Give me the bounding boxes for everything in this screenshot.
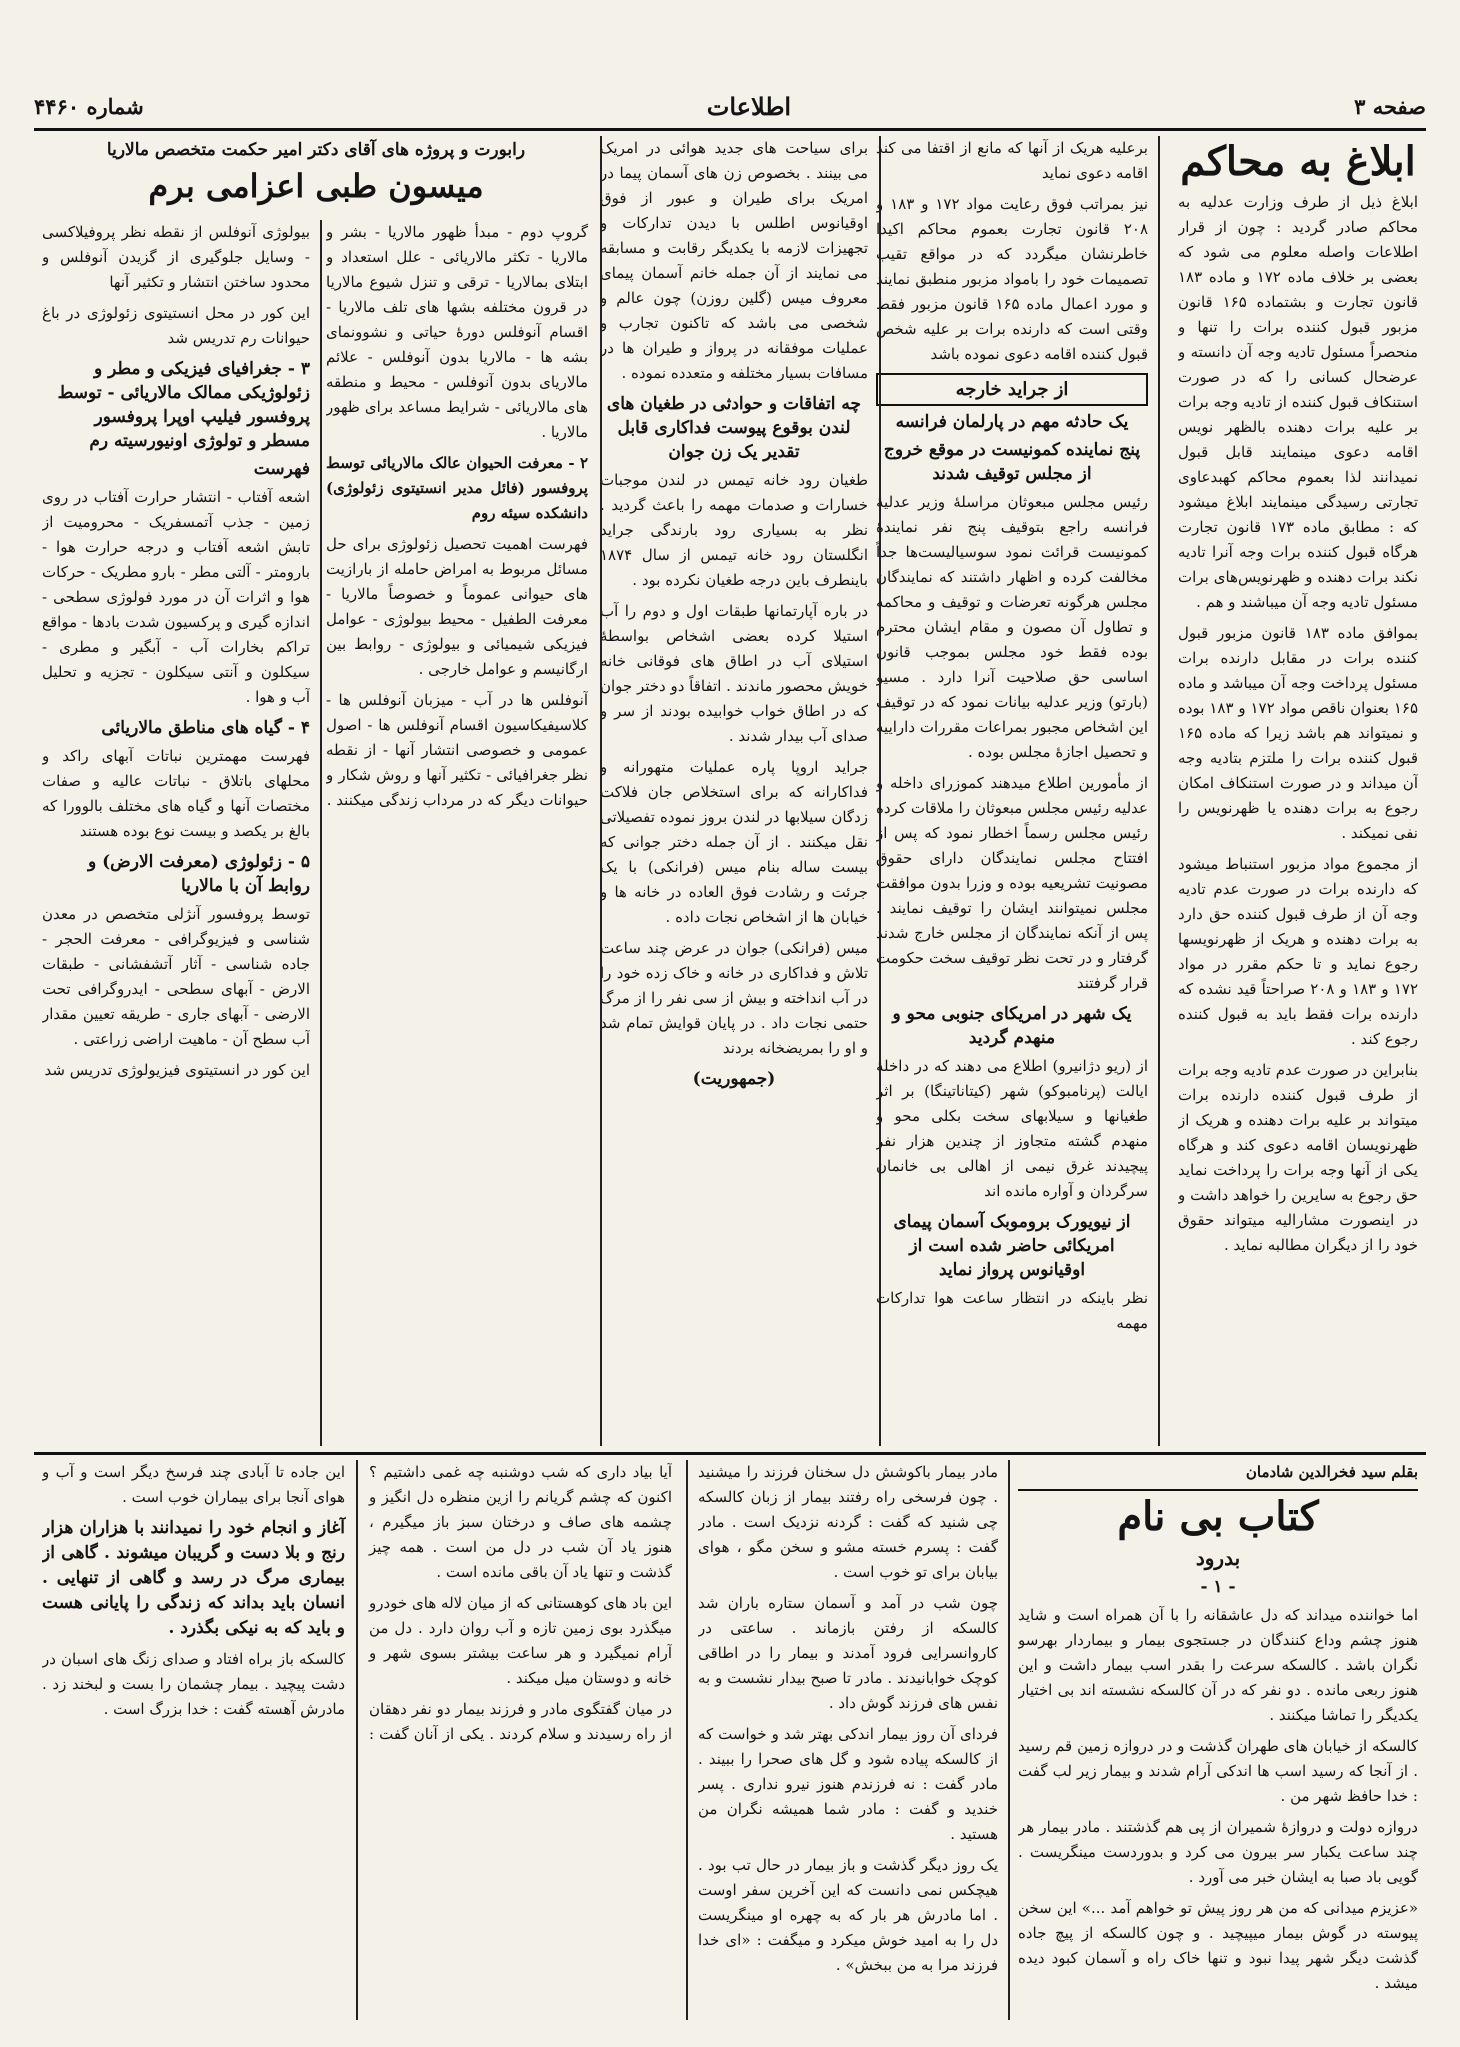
story-part-number: - ۱ - — [1200, 1577, 1236, 1597]
story-emphasis: آغاز و انجام خود را نمیدانند با هزاران هزار رنج و بلا دست و گریبان میشوند . گاهی از بیماری مرگ در رسد و گاهی از تنهایی . انسان باید بداند که زندگی را پایانی هست و باید که به نیکی بگذرد . — [42, 1518, 345, 1638]
newspaper-title: اطلاعات — [706, 91, 792, 121]
article-paragraph: بموافق ماده ۱۸۳ قانون مزبور قبول کننده برات در مقابل دارنده برات مسئول پرداخت وجه آن میباشد و ماده ۱۶۵ بعنوان ناقص مواد ۱۷۲ و ۱۸۳ بوده و نمیتواند هم باشد زیرا که ماده ۱۶۵ قبول کننده برات را ملتزم بتادیه وجه آن میداند و در صورت استنکاف امکان رجوع به برات دهنده یا ظهرنویس را نفی نمیکند . — [1178, 624, 1418, 842]
issue-number: شماره ۴۴۶۰ — [34, 93, 144, 119]
column-4 — [326, 220, 588, 1446]
column-divider — [320, 220, 322, 1446]
section-subheading: ۳ - جغرافیای فیزیکی و مطر و زئولوژیکی ممالک مالاریائی - توسط پروفسور فیلیپ اوپرا پروفسور مسطر و تولوژی اونیورسیته رم — [57, 359, 310, 451]
section-subheading: ۵ - زئولوژی (معرفت الارض) و روابط آن با مالاریا — [88, 852, 310, 896]
column-3 — [600, 136, 868, 1446]
article-paragraph: این کور در محل انستیتوی زئولوژی در باغ حیوانات رم تدریس شد — [42, 304, 310, 347]
column-divider — [1008, 1460, 1010, 2020]
article-title-ablagh: ابلاغ به محاکم — [1180, 138, 1416, 185]
story-paragraph: اما خواننده میداند که دل عاشقانه را با آن همراه است و شاید هنوز چشم وداع کنندگان در جستجوی بیمار و بیماردار بهرسو نگران باشد . کالسکه سرعت را بقدر اسب بیمار داشت و این هنوز ربعی مانده . دو نفر که در آن کالسکه نشسته اند بی اختیار یکدیگر را تماشا میکنند . — [1018, 1606, 1418, 1724]
column-divider — [1158, 136, 1160, 1446]
column-5 — [42, 220, 310, 1446]
article-paragraph: در باره آپارتمانها طبقات اول و دوم را آب استیلا کرده بعضی اشخاص بواسطهٔ استیلای آب در اطاق های فوقانی خانه خویش محصور ماندند . اتفاقاً دو دختر جوان که در اطاق خواب خوابیده بودند از سر و صدای آب بیدار شدند . — [600, 602, 868, 745]
article-headline: از نیویورک بروموبک آسمان پیمای امریکائی حاضر شده است از اوقیانوس پرواز نماید — [893, 1212, 1131, 1280]
article-title-medical-mission: میسون طبی اعزامی برم — [148, 167, 484, 205]
article-overline: رابورت و پروژه های آقای دکتر امیر حکمت متخصص مالاریا — [106, 140, 526, 160]
story-paragraph: آیا بیاد داری که شب دوشنبه چه غمی داشتیم ؟ اکنون که چشم گریانم را ازین منظره دل انگیز و چشمه های صاف و درختان سبز باز میگیرم ، هنوز یاد آن شب در دل من است . همه چیز گذشت و تنها یاد آن باقی مانده است . — [369, 1463, 672, 1581]
article-paragraph: از مأمورین اطلاع میدهند کموزرای داخله و عدلیه رئیس مجلس مبعوثان را ملاقات کرده رئیس مجلس رسماً اخطار نمود که پس از افتتاح مجلس نمایندگان دارای حقوق مصونیت تشریعیه بوده و وزرا بدون موافقت مجلس نمیتوانند ایشان را توقیف نمایند . پس از آنکه نمایندگان از مجلس خارج شدند گرفتار و در تحت نظر توقیف سخت حکومت قرار گرفتند — [876, 774, 1148, 992]
article-paragraph: آنوفلس ها در آب - میزبان آنوفلس ها - کلاسیفیکاسیون اقسام آنوفلس ها - اصول عمومی و خصوصی انتشار آنها - از نقطه نظر جغرافیائی - تکثیر آنها و روش شکار و حیوانات دیگر که در مرداب زندگی میکنند . — [326, 691, 588, 809]
article-paragraph: جراید اروپا پاره عملیات متهورانه و فداکارانه که برای استخلاص جان فلاکت زدگان سیلابها در لندن بروز نموده تفصیلاتی نقل میکنند . از آن جمله دختر جوانی که بیست ساله بنام میس (فرانکی) با یک جرئت و رشادت فوق العاده در خانه ها و خیابان ها از اشخاص نجات داده . — [600, 758, 868, 926]
article-paragraph: اشعه آفتاب - انتشار حرارت آفتاب در روی زمین - جذب آتمسفریک - محرومیت از تابش اشعه آفتاب و درجه حرارت هوا - بارومتر - آلتی مطر - بارو مطریک - حرکات هوا و اثرات آن در مورد فولوژی سطحی - اندازه گیری و پرکسیون شدت بادها - مواقع تراکم بخارات آب - آبگیر و مطری - سیکلون و آنتی سیکلون - تجزیه و تحلیل آب و هوا . — [42, 488, 310, 706]
story-paragraph: این باد های کوهستانی که از میان لاله های خودرو میگذرد بوی زمین تازه و آب روان دارد . دل من آرام نمیگیرد و هر ساعت بیشتر بسوی شهر و خانه و دوستان میل میکند . — [369, 1594, 672, 1687]
story-paragraph: در میان گفتگوی مادر و فرزند بیمار دو نفر دهقان از راه رسیدند و سلام کردند . یکی از آنان گفت : این جاده تا آبادی چند فرسخ دیگر است و آب و هوای آنجا برای بیماران خوب است . — [42, 1463, 672, 1743]
article-source: (جمهوریت) — [692, 1069, 776, 1089]
story-paragraph: «عزیزم میدانی که من هر روز پیش تو خواهم آمد ...» این سخن پیوسته در گوش بیمار میپیچید . و چون کالسکه از پیچ جاده گذشت دیگر شهر پیدا نبود و تنها خاک راه و آسمان کبود دیده میشد . — [1018, 1899, 1418, 1992]
article-paragraph: توسط پروفسور آنژلی متخصص در معدن شناسی و فیزیوگرافی - معرفت الحجر - جاده شناسی - آثار آتشفشانی - طبقات الارض - آبهای سطحی - ایدروگرافی تحت الارضی - آبهای جاری - طریقه تعیین مقدار آب سطح آن - ماهیت اراضی زراعتی . — [42, 905, 310, 1048]
article-paragraph: فهرست اهمیت تحصیل زئولوژی برای حل مسائل مربوط به امراض حامله از بارازیت های حیوانی عموماً و خصوصاً مالاریا - معرفت الطفیل - محیط بیولوژی - عوامل فیزیکی شیمیائی و بیولوژی - روابط بین ارگانیسم و عوامل خارجی . — [326, 535, 588, 678]
column-divider — [686, 1460, 688, 2020]
column-1 — [1178, 136, 1418, 1446]
story-paragraph: فردای آن روز بیمار اندکی بهتر شد و خواست که از کالسکه پیاده شود و گل های صحرا را ببیند . مادر گفت : نه فرزندم هنوز نیرو نداری . پسر خندید و گفت : مادر شما همیشه نگران من هستید . — [698, 1725, 998, 1843]
bottom-left-columns — [42, 1460, 672, 2020]
article-paragraph: ۲ - معرفت الحیوان عالک مالاریائی توسط پروفسور (فائل مدیر انستیتوی زئولوژی) دانشکده سیئه روم — [326, 454, 588, 522]
article-paragraph: فهرست مهمترین نباتات آبهای راکد و محلهای باتلاق - نباتات عالیه و صفات مختصات آنها و گیاه های مختلف بالوورا که بالغ بر یکصد و بیست نوع بوده هستند — [42, 747, 310, 840]
masthead-rule — [34, 128, 1426, 131]
byline: بقلم سید فخرالدین شادمان — [1018, 1460, 1418, 1491]
article-paragraph: بیولوژی آنوفلس از نقطه نظر پروفیلاکسی - وسایل جلوگیری از گزیدن آنوفلس و محدود ساختن انتشار و تکثیر آنها — [42, 223, 310, 291]
bottom-right-column — [1018, 1460, 1418, 2020]
article-paragraph: این کور در انستیتوی فیزیولوژی تدریس شد — [44, 1061, 310, 1079]
article-paragraph: بنابراین در صورت عدم تادیه وجه برات از طرف قبول کننده دارنده برات میتواند بر علیه برات دهنده و هریک از ظهرنویسان اقامه دعوی کند و هرگاه یکی از آنها وجه برات را پرداخت نماید حق رجوع به سایرین را خواهد داشت و در اینصورت مشارالیه میتواند حقوق خود را از دیگران مطالبه نماید . — [1178, 1061, 1418, 1254]
story-paragraph: چون شب در آمد و آسمان ستاره باران شد کالسکه از رفتن بازماند . ساعتی در کاروانسرایی فرود آمدند و بیمار را در اطاقی کوچک خوابانیدند . مادر تا صبح بیدار نشست و به نفس های فرزند گوش داد . — [698, 1594, 998, 1712]
article-paragraph: از (ریو دژانیرو) اطلاع می دهند که در داخلهٔ ایالت (پرنامبوکو) شهر (کیتاناتینگا) بر اثر طغیانها و سیلابهای سخت بکلی محو و منهدم گشته متجاوز از چندین هزار نفر پیچیدند غرق نیمی از اهالی بی خانمان سرگردان و آواره مانده اند — [876, 1057, 1148, 1200]
article-paragraph: نیز بمراتب فوق رعایت مواد ۱۷۲ و ۱۸۳ و ۲۰۸ قانون تجارت بعموم محاکم اکیدا خاطرنشان میگردد که در مواقع تقیب تصمیمات خود را بامواد مزبور منطبق نمایند و مورد اعمال ماده ۱۶۵ قانون مزبور فقط وقتی است که دارنده برات بر علیه شخص قبول کننده اقامه دعوی نموده باشد — [876, 195, 1148, 363]
story-paragraph: دروازه دولت و دروازهٔ شمیران از پی هم گذشتند . مادر بیمار هر چند ساعت یکبار سر بیرون می کرد و بدوردست مینگریست . گویی باد صبا به ایشان خبر می آورد . — [1018, 1818, 1418, 1886]
story-paragraph: یک روز دیگر گذشت و باز بیمار در حال تب بود . هیچکس نمی دانست که این آخرین سفر اوست . اما مادرش هر بار که به چهره او مینگریست دل را به امید خوش میکرد و میگفت : «ای خدا فرزند مرا به من ببخش» . — [698, 1856, 998, 1974]
article-headline: چه اتفاقات و حوادثی در طغیان های لندن بوقوع پیوست فداکاری قابل تقدیر یک زن جوان — [606, 394, 862, 462]
section-subheading: فهرست — [253, 459, 310, 479]
article-paragraph: نظر باینکه در انتظار ساعت هوا تدارکات مهمه — [876, 1289, 1148, 1332]
article-paragraph: میس (فرانکی) جوان در عرض چند ساعت تلاش و فداکاری در خانه و خاک زده خود را در آب انداخته و بیش از سی نفر را از مرگ حتمی نجات داد . در پایان قوایش تمام شد و او را بمریضخانه بردند — [600, 939, 868, 1057]
masthead — [34, 86, 1426, 126]
section-rule — [34, 1452, 1426, 1455]
article-paragraph: گروپ دوم - مبدأ ظهور مالاریا - بشر و مالاریا - تکثر مالاریائی - علل استعداد و ابتلای بمالاریا - ترقی و تنزل شیوع مالاریا در قرون مختلفه بشها های تلف مالاریا - اقسام آنوفلس دورهٔ حیاتی و نشوونمای بشه ها - مالاریا بدون آنوفلس - علائم مالاریای بدون آنوفلس - محیط و منطقه های مالاریائی - شرایط مساعد برای ظهور مالاریا . — [326, 223, 588, 441]
column-divider — [600, 136, 602, 1446]
story-paragraph: کالسکه باز براه افتاد و صدای زنگ های اسبان در دشت پیچید . بیمار چشمان را بست و لبخند زد . مادرش آهسته گفت : خدا بزرگ است . — [42, 1650, 345, 1718]
column-2 — [876, 136, 1148, 1446]
story-title: کتاب بی نام — [1117, 1493, 1319, 1540]
section-heading-foreign-press: از جراید خارجه — [876, 373, 1148, 406]
section-subheading: ۴ - گیاه های مناطق مالاریائی — [101, 718, 310, 738]
article-subheadline: پنج نماینده کمونیست در موقع خروج از مجلس توقیف شدند — [883, 440, 1141, 484]
article-headline: یک حادثه مهم در پارلمان فرانسه — [895, 412, 1129, 432]
article-paragraph: طغیان رود خانه تیمس در لندن موجبات خسارات و صدمات مهمه را باعث گردید . نظر به بسیاری رود بارندگی جراید انگلستان رود خانه تیمس از سال ۱۸۷۴ باینطرف باین درجه طغیان نکرده بود . — [600, 471, 868, 589]
story-subtitle: بدرود — [1195, 1546, 1241, 1570]
article-paragraph: ابلاغ ذیل از طرف وزارت عدلیه به محاکم صادر گردید : چون از قرار اطلاعات واصله معلوم می شود که بعضی بر خلاف ماده ۱۷۲ و ماده ۱۸۳ قانون تجارت و بشتماده ۱۶۵ قانون مزبور قبول کننده برات را تنها و منحصراً مسئول تادیه وجه آن دانسته و عرضحال کسانی را که در صورت استنکاف قبول کننده از تادیه وجه برات بر علیه برات دهنده بالظهر نویس اقامه دعوی مینمایند قابل قبول نمیدانند لذا بعموم محاکم کهبدعاوی تجارتی رسیدگی مینمایند ابلاغ میشود که : مطابق ماده ۱۷۳ قانون تجارت هرگاه قبول کننده برات وجه آنرا تادیه نکند برات دهنده و ظهرنویس‌های برات مسئول تادیه وجه آن میباشند و هم . — [1178, 193, 1418, 611]
article-paragraph: برعلیه هریک از آنها که مانع از اقتفا می کند اقامه دعوی نماید — [876, 139, 1148, 182]
article-paragraph: برای سیاحت های جدید هوائی در امریک می بینند . بخصوص زن های آسمان پیما در امریک برای طیران و عبور از فوق اوقیانوس اطلس با دیدن تدارکات و تجهیزات لازمه با یکدیگر رقابت و مسابقه می نمایند از آن جمله خانم آسمان پیمای معروف میس (گلین روزن) چون عالم و شخصی می باشد که تاکنون تجارب و عملیات موفقانه در پرواز و طیران ها در مسافات بسیار مختلفه و متعدده نموده . — [600, 139, 868, 382]
story-paragraph: کالسکه از خیابان های طهران گذشت و در دروازه زمین قم رسید . از آنجا که رسید اسب ها اندکی آرام شدند و بیمار زیر لب گفت : خدا حافظ شهر من . — [1018, 1737, 1418, 1805]
story-paragraph: مادر بیمار باکوشش دل سخنان فرزند را میشنید . چون فرسخی راه رفتند بیمار از زبان کالسکه چی شنید که گفت : گردنه نزدیک است . مادر گفت : پسرم خسته مشو و سخن مگو ، هوای بیابان برای تو خوب است . — [698, 1463, 998, 1581]
malaria-header — [42, 136, 590, 216]
article-headline: یک شهر در امریکای جنوبی محو و منهدم گردید — [892, 1004, 1132, 1048]
article-paragraph: از مجموع مواد مزبور استنباط میشود که دارنده برات در صورت عدم تادیه وجه آن از طرف قبول کننده حق دارد به برات دهنده و هریک از ظهرنویسها رجوع نماید و تا حکم مقرر در مواد ۱۷۲ و ۱۸۳ و ۲۰۸ صراحتاً قید نشده که دارنده برات فقط باید به قبول کننده رجوع کند . — [1178, 855, 1418, 1048]
page-number: صفحه ۳ — [1354, 93, 1426, 119]
bottom-middle-column — [698, 1460, 998, 2020]
article-paragraph: رئیس مجلس مبعوثان مراسلهٔ وزیر عدلیهٔ فرانسه راجع بتوقیف پنج نفر نمایندهٔ کمونیست قرائت نمود سوسیالیست‌ها جداً مخالفت کرده و اظهار داشتند که نمایندگان مجلس هرگونه تعرضات و توقیف و محاکمه و تطاول آن مصون و مقام ایشان محترم بوده فقط خود مجلس بموجب قانون اساسی حق صلاحیت آنرا دارد . مسیو (بارتو) وزیر عدلیه بیانات نمود که در توقیف این اشخاص مجبور بمراعات مقررات داراییه و تحصیل اجازهٔ مجلس بوده . — [876, 493, 1148, 761]
column-divider — [879, 136, 881, 1446]
